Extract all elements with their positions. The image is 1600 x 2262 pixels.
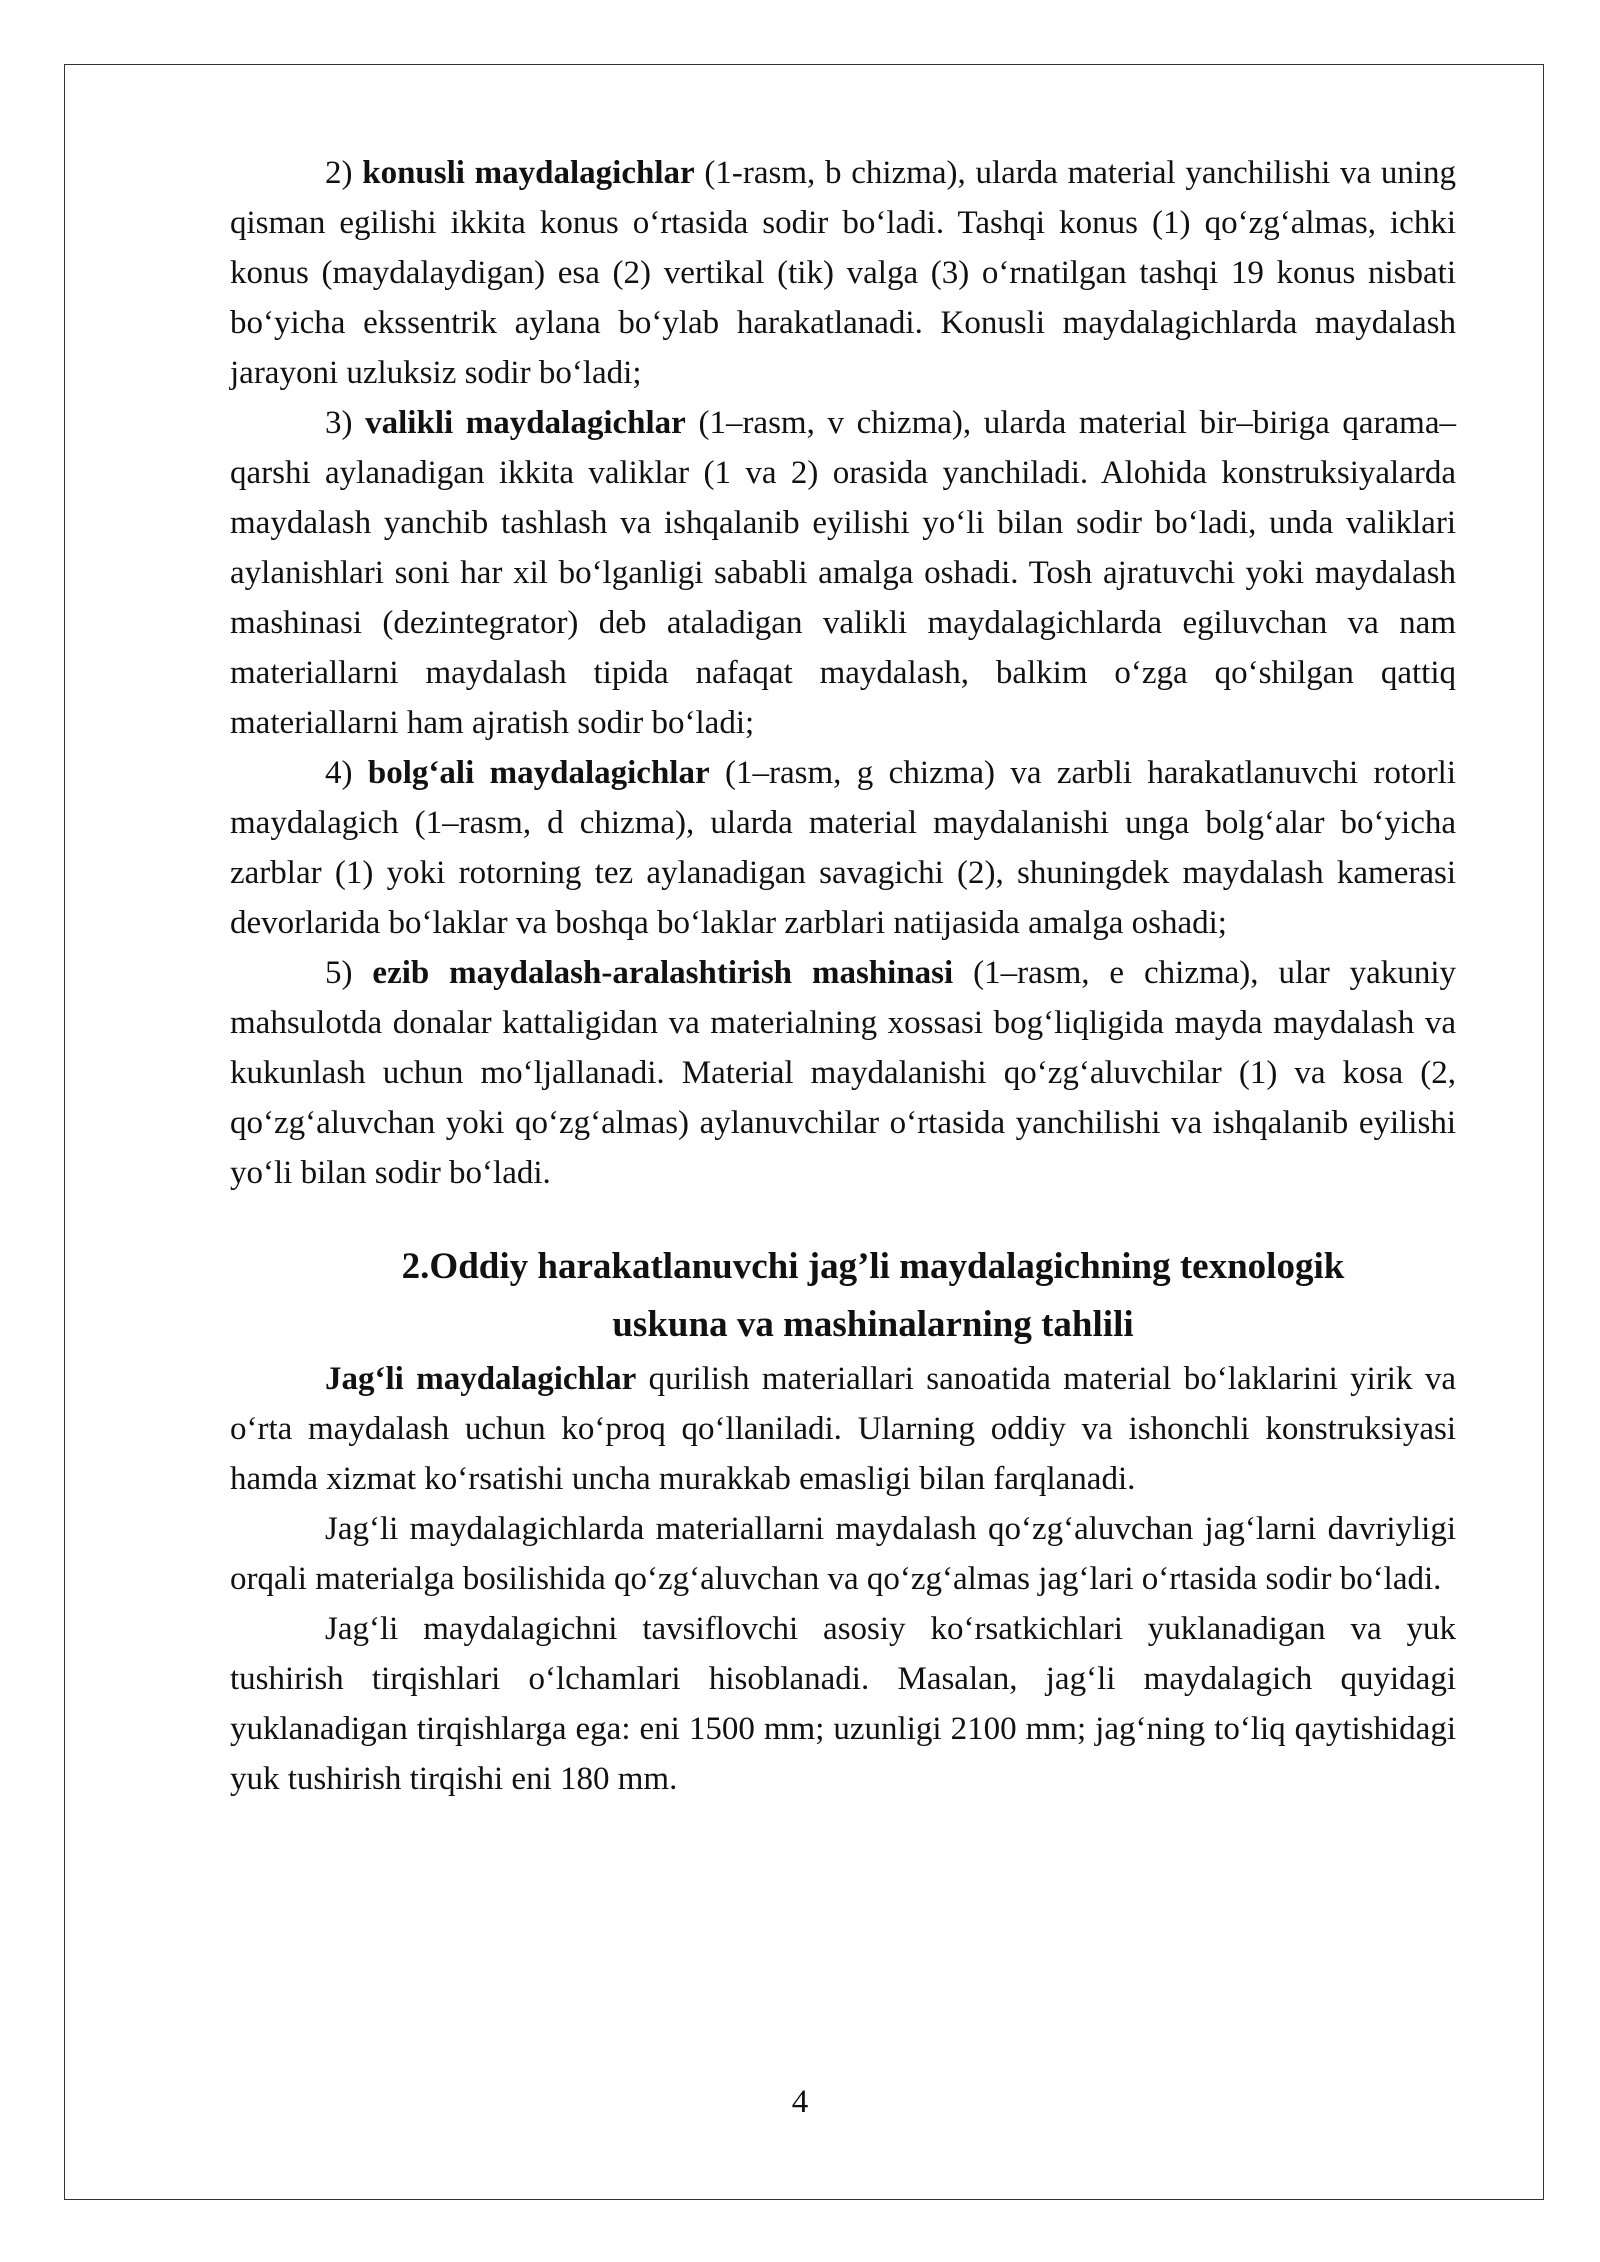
list-number: 2) xyxy=(325,155,363,191)
list-number: 4) xyxy=(325,755,368,791)
paragraph-valikli xyxy=(230,398,1456,748)
paragraph-text: (1–rasm, g chizma) va zarbli harakatlanuvchi rotorli maydalagich (1–rasm, d chizma), ularda material maydalanishi unga bolgʻalar boʻyicha zarblar (1) yoki rotorning tez aylanadigan savagichi (2), shuningdek maydalash kamerasi devorlarida boʻlaklar va boshqa boʻlaklar zarblari natijasida amalga oshadi; xyxy=(230,755,1456,941)
term-bolgali: bolgʻali maydalagichlar xyxy=(367,755,710,791)
page-number: 4 xyxy=(791,2084,809,2120)
list-number: 5) xyxy=(325,955,373,991)
paragraph-konusli xyxy=(230,148,1456,398)
list-number: 3) xyxy=(325,405,366,441)
paragraph-text: qurilish materiallari sanoatida material boʻlaklarini yirik va oʻrta maydalash uchun koʻproq qoʻllaniladi. Ularning oddiy va ishonchli konstruksiyasi hamda xizmat koʻrsatishi uncha murakkab emasligi bilan farqlanadi. xyxy=(230,1361,1456,1497)
document-body xyxy=(230,148,1456,1804)
term-konusli: konusli maydalagichlar xyxy=(362,155,695,191)
section-heading xyxy=(230,1238,1456,1354)
paragraph-ezib xyxy=(230,948,1456,1198)
paragraph-jagli-process xyxy=(230,1504,1456,1604)
paragraph-text: (1–rasm, v chizma), ularda material bir–biriga qarama–qarshi aylanadigan ikkita valiklar (1 va 2) orasida yanchiladi. Alohida konstruksiyalarda maydalash yanchib tashlash va ishqalanib eyilishi yoʻli bilan sodir boʻladi, unda valiklari aylanishlari soni har xil boʻlganligi sababli amalga oshadi. Tosh ajratuvchi yoki maydalash mashinasi (dezintegrator) deb ataladigan valikli maydalagichlarda egiluvchan va nam materiallarni maydalash tipida nafaqat maydalash, balkim oʻzga qoʻshilgan qattiq materiallarni ham ajratish sodir boʻladi; xyxy=(230,405,1456,741)
paragraph-text: Jagʻli maydalagichni tavsiflovchi asosiy koʻrsatkichlari yuklanadigan va yuk tushirish tirqishlari oʻlchamlari hisoblanadi. Masalan, jagʻli maydalagich quyidagi yuklanadigan tirqishlarga ega: eni 1500 mm; uzunligi 2100 mm; jagʻning toʻliq qaytishidagi yuk tushirish tirqishi eni 180 mm. xyxy=(230,1611,1456,1797)
section-heading-line-2: uskuna va mashinalarning tahlili xyxy=(612,1304,1134,1345)
term-ezib: ezib maydalash-aralashtirish mashinasi xyxy=(372,955,954,991)
paragraph-jagli-params xyxy=(230,1604,1456,1804)
term-valikli: valikli maydalagichlar xyxy=(365,405,686,441)
paragraph-bolgali xyxy=(230,748,1456,948)
paragraph-text: (1–rasm, e chizma), ular yakuniy mahsulotda donalar kattaligidan va materialning xossasi bogʻliqligida mayda maydalash va kukunlash uchun moʻljallanadi. Material maydalanishi qoʻzgʻaluvchilar (1) va kosa (2, qoʻzgʻaluvchan yoki qoʻzgʻalmas) aylanuvchilar oʻrtasida yanchilishi va ishqalanib eyilishi yoʻli bilan sodir boʻladi. xyxy=(230,955,1456,1191)
paragraph-jagli-intro xyxy=(230,1354,1456,1504)
term-jagli: Jagʻli maydalagichlar xyxy=(325,1361,637,1397)
paragraph-text: Jagʻli maydalagichlarda materiallarni maydalash qoʻzgʻaluvchan jagʻlarni davriyligi orqali materialga bosilishida qoʻzgʻaluvchan va qoʻzgʻalmas jagʻlari oʻrtasida sodir boʻladi. xyxy=(230,1511,1456,1597)
paragraph-text: (1-rasm, b chizma), ularda material yanchilishi va uning qisman egilishi ikkita konus oʻrtasida sodir boʻladi. Tashqi konus (1) qoʻzgʻalmas, ichki konus (maydalaydigan) esa (2) vertikal (tik) valga (3) oʻrnatilgan tashqi 19 konus nisbati boʻyicha ekssentrik aylana boʻylab harakatlanadi. Konusli maydalagichlarda maydalash jarayoni uzluksiz sodir boʻladi; xyxy=(230,155,1456,391)
section-heading-line-1: 2.Oddiy harakatlanuvchi jag’li maydalagichning texnologik xyxy=(401,1246,1345,1287)
